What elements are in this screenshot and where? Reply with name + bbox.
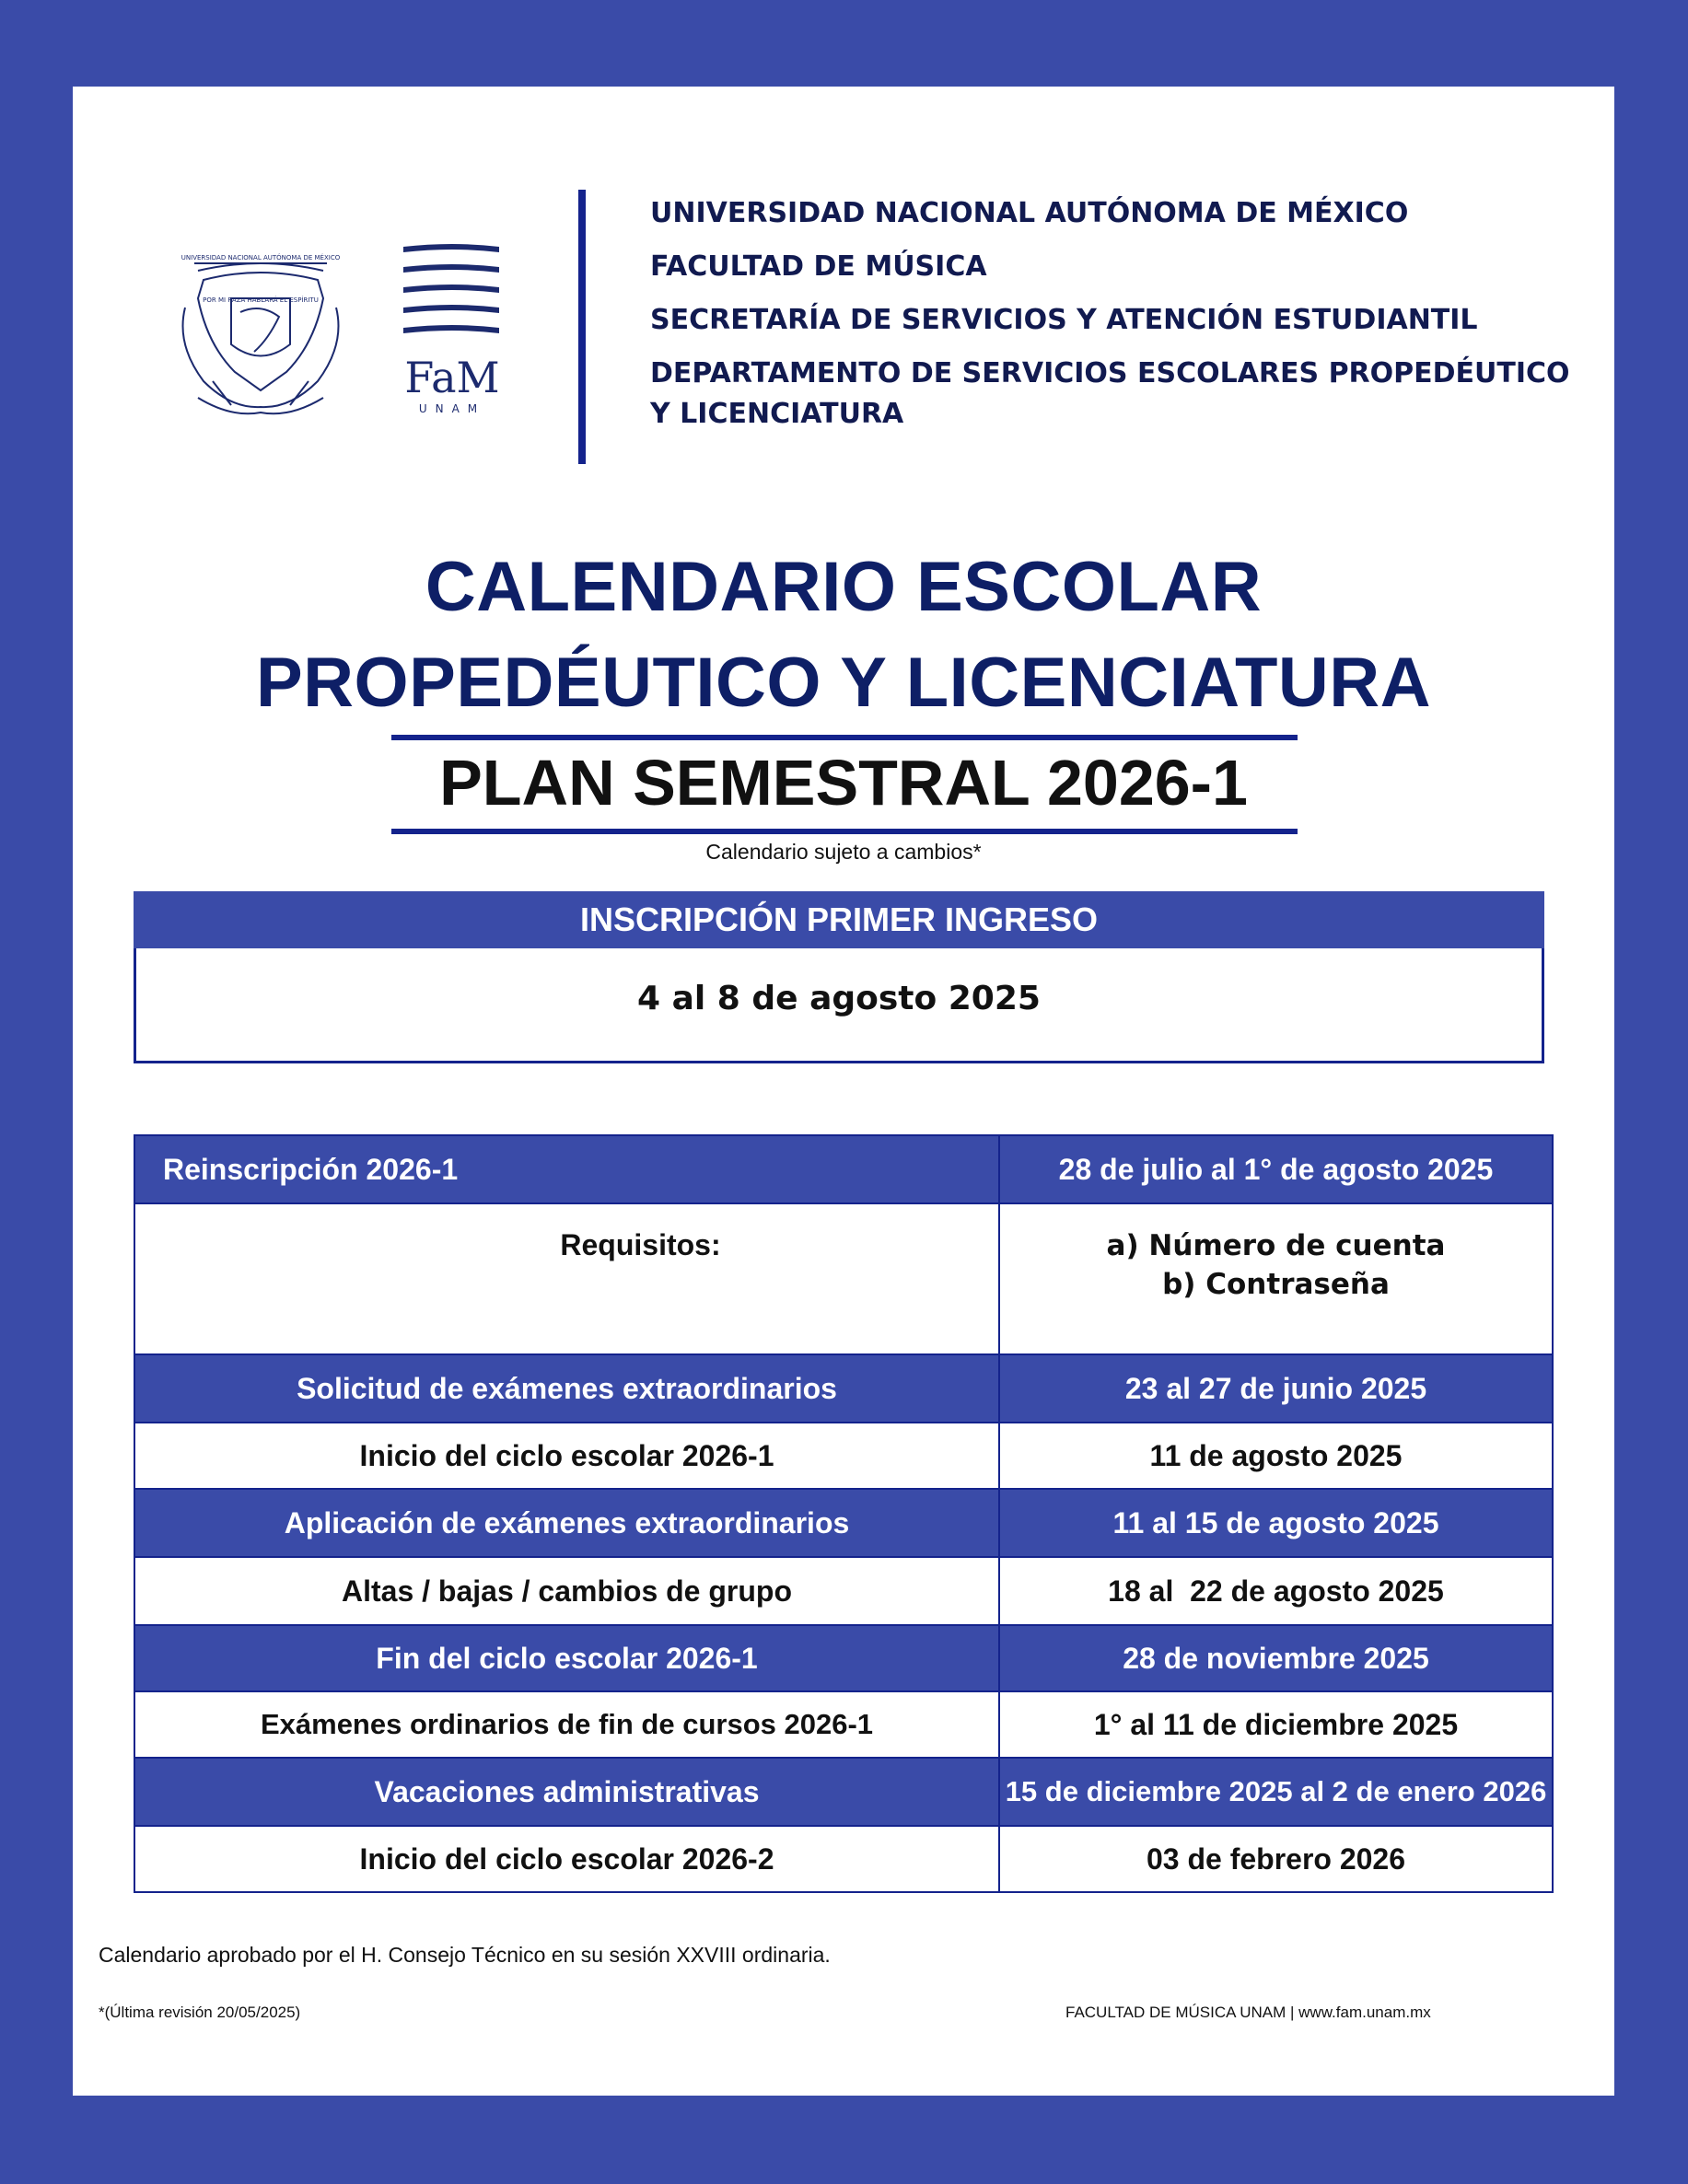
table-row (134, 1826, 1553, 1892)
page-subtitle: PROPEDÉUTICO Y LICENCIATURA (255, 644, 1432, 722)
approval-note: Calendario aprobado por el H. Consejo Técnico en su sesión XXVIII ordinaria. (99, 1943, 831, 1967)
row-value: 11 al 15 de agosto 2025 (999, 1489, 1553, 1557)
row-label: Aplicación de exámenes extraordinarios (134, 1489, 999, 1557)
table-row (134, 1691, 1553, 1758)
table-row (134, 1203, 1553, 1354)
page-title: CALENDARIO ESCOLAR (425, 548, 1263, 626)
subject-to-change-note: Calendario sujeto a cambios* (705, 840, 982, 864)
inscripcion-dates: 4 al 8 de agosto 2025 (134, 948, 1544, 1063)
row-label: Exámenes ordinarios de fin de cursos 2026-1 (134, 1691, 999, 1758)
institution-block (650, 193, 1571, 435)
row-value: 18 al 22 de agosto 2025 (999, 1557, 1553, 1625)
table-row (134, 1625, 1553, 1691)
table-row (134, 1423, 1553, 1489)
row-label: Vacaciones administrativas (134, 1758, 999, 1826)
requirement-item: a) Número de cuenta (1106, 1229, 1446, 1262)
institution-line: Y LICENCIATURA (650, 398, 904, 430)
institution-line: SECRETARÍA DE SERVICIOS Y ATENCIÓN ESTUDIANTIL (650, 304, 1478, 336)
fam-logo (402, 243, 503, 418)
unam-seal-logo (176, 243, 345, 418)
row-label: Requisitos: (134, 1203, 999, 1354)
fam-mark: FaM (404, 353, 500, 402)
requirements-list (999, 1203, 1553, 1354)
table-row (134, 1354, 1553, 1423)
footer-site: FACULTAD DE MÚSICA UNAM | www.fam.unam.mx (1065, 2004, 1431, 2021)
page (73, 87, 1614, 2096)
row-value: 15 de diciembre 2025 al 2 de enero 2026 (999, 1758, 1553, 1826)
table-row (134, 1135, 1553, 1203)
plan-title: PLAN SEMESTRAL 2026-1 (439, 747, 1248, 819)
calendar-table (134, 1134, 1554, 1893)
table-row (134, 1557, 1553, 1625)
fam-sub: UNAM (418, 402, 486, 415)
unam-seal-text: UNIVERSIDAD NACIONAL AUTÓNOMA DE MÉXICO (180, 254, 341, 261)
requirement-item: b) Contraseña (1162, 1268, 1390, 1301)
title-rule (391, 829, 1298, 834)
table-row (134, 1489, 1553, 1557)
vertical-divider (578, 190, 586, 464)
revision-note: *(Última revisión 20/05/2025) (99, 2004, 301, 2021)
row-value: 28 de noviembre 2025 (999, 1625, 1553, 1691)
row-value: 1° al 11 de diciembre 2025 (999, 1691, 1553, 1758)
row-label: Inicio del ciclo escolar 2026-1 (134, 1423, 999, 1489)
row-value: 03 de febrero 2026 (999, 1826, 1553, 1892)
institution-line: UNIVERSIDAD NACIONAL AUTÓNOMA DE MÉXICO (650, 197, 1409, 229)
row-label: Inicio del ciclo escolar 2026-2 (134, 1826, 999, 1892)
row-value: 23 al 27 de junio 2025 (999, 1354, 1553, 1423)
table-row (134, 1758, 1553, 1826)
unam-motto: POR MI RAZA HABLARÁ EL ESPÍRITU (203, 296, 319, 304)
row-label: Altas / bajas / cambios de grupo (134, 1557, 999, 1625)
institution-line: DEPARTAMENTO DE SERVICIOS ESCOLARES PROPEDÉUTICO (650, 357, 1570, 389)
row-label: Fin del ciclo escolar 2026-1 (134, 1625, 999, 1691)
inscripcion-header: INSCRIPCIÓN PRIMER INGRESO (134, 891, 1544, 948)
row-value: 11 de agosto 2025 (999, 1423, 1553, 1489)
row-value: 28 de julio al 1° de agosto 2025 (999, 1135, 1553, 1203)
row-label: Reinscripción 2026-1 (134, 1135, 999, 1203)
row-label: Solicitud de exámenes extraordinarios (134, 1354, 999, 1423)
institution-line: FACULTAD DE MÚSICA (650, 250, 987, 283)
